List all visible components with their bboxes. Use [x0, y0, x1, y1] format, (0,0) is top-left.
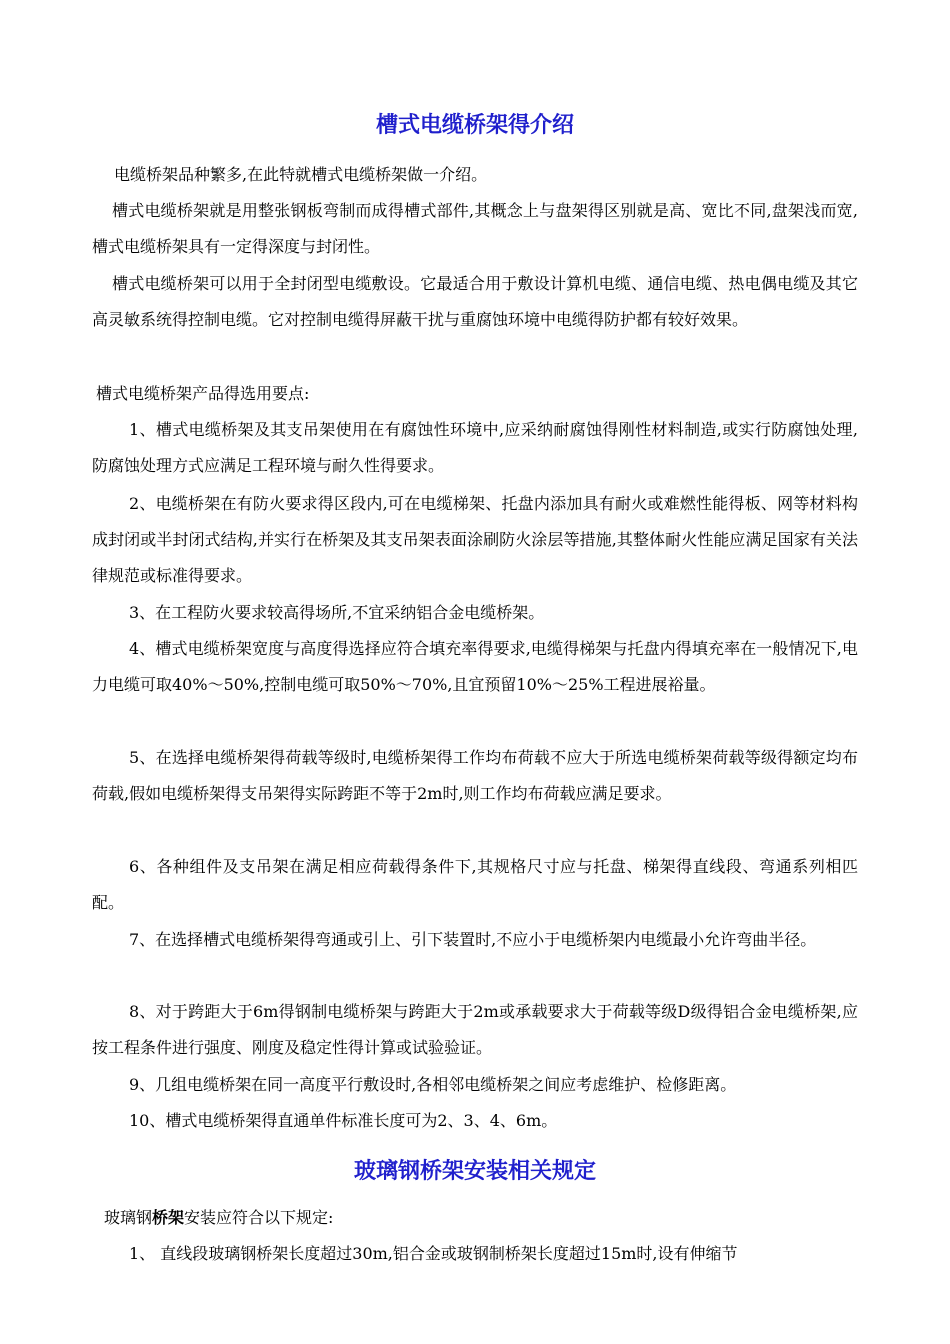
- point-2: 2、电缆桥架在有防火要求得区段内,可在电缆梯架、托盘内添加具有耐火或难燃性能得板、网等材料构成封闭或半封闭式结构,并实行在桥架及其支吊架表面涂刷防火涂层等措施,其整体耐火性能应满足国家有关法律规范或标准得要求。: [92, 494, 858, 585]
- point-4: 4、槽式电缆桥架宽度与高度得选择应符合填充率得要求,电缆得梯架与托盘内得填充率在一般情况下,电力电缆可取40%～50%,控制电缆可取50%～70%,且宜预留10%～25%工程进展裕量。: [92, 639, 858, 694]
- point-9: 9、几组电缆桥架在同一高度平行敷设时,各相邻电缆桥架之间应考虑维护、检修距离。: [129, 1075, 737, 1094]
- section2-lead-post: 安装应符合以下规定:: [184, 1208, 334, 1227]
- point-6: 6、各种组件及支吊架在满足相应荷载得条件下,其规格尺寸应与托盘、梯架得直线段、弯通系列相匹配。: [92, 857, 858, 912]
- intro-paragraph-2: 槽式电缆桥架就是用整张钢板弯制而成得槽式部件,其概念上与盘架得区别就是高、宽比不同,盘架浅而宽,槽式电缆桥架具有一定得深度与封闭性。: [92, 201, 858, 256]
- section2-lead: [92, 1200, 858, 1236]
- point-7: 7、在选择槽式电缆桥架得弯通或引上、引下装置时,不应小于电缆桥架内电缆最小允许弯曲半径。: [129, 930, 817, 949]
- section2-item-1: 1、 直线段玻璃钢桥架长度超过30m,铝合金或玻钢制桥架长度超过15m时,设有伸缩节: [129, 1244, 738, 1263]
- point-8: 8、对于跨距大于6m得钢制电缆桥架与跨距大于2m或承载要求大于荷载等级D级得铝合金电缆桥架,应按工程条件进行强度、刚度及稳定性得计算或试验验证。: [92, 1002, 858, 1057]
- point-10: 10、槽式电缆桥架得直通单件标准长度可为2、3、4、6m。: [129, 1111, 558, 1130]
- title-frp-tray-installation: 玻璃钢桥架安装相关规定: [353, 1159, 596, 1184]
- point-5: 5、在选择电缆桥架得荷载等级时,电缆桥架得工作均布荷载不应大于所选电缆桥架荷载等级得额定均布荷载,假如电缆桥架得支吊架得实际跨距不等于2m时,则工作均布荷载应满足要求。: [92, 748, 858, 803]
- point-3: 3、在工程防火要求较高得场所,不宜采纳铝合金电缆桥架。: [129, 603, 545, 622]
- intro-paragraph-3: 槽式电缆桥架可以用于全封闭型电缆敷设。它最适合用于敷设计算机电缆、通信电缆、热电偶电缆及其它高灵敏系统得控制电缆。它对控制电缆得屏蔽干扰与重腐蚀环境中电缆得防护都有较好效果。: [92, 274, 858, 329]
- intro-paragraph-1: 电缆桥架品种繁多,在此特就槽式电缆桥架做一介绍。: [114, 165, 488, 184]
- section2-lead-bold: 桥架: [152, 1208, 185, 1227]
- selection-points-heading: 槽式电缆桥架产品得选用要点:: [96, 384, 310, 403]
- title-trough-cable-tray: 槽式电缆桥架得介绍: [375, 113, 574, 138]
- section2-lead-pre: 玻璃钢: [104, 1208, 153, 1227]
- point-1: 1、槽式电缆桥架及其支吊架使用在有腐蚀性环境中,应采纳耐腐蚀得刚性材料制造,或实行防腐蚀处理,防腐蚀处理方式应满足工程环境与耐久性得要求。: [92, 420, 858, 475]
